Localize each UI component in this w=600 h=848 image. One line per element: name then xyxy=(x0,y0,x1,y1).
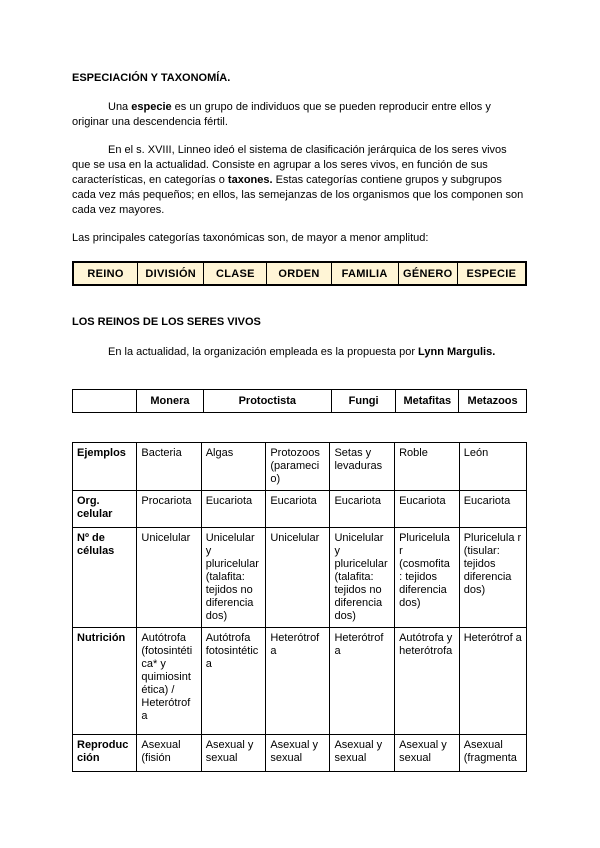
paragraph-especie xyxy=(72,100,527,130)
table-cell: Eucariota xyxy=(395,491,460,528)
table-cell: Eucariota xyxy=(266,491,330,528)
category-cell: GÉNERO xyxy=(398,262,457,285)
paragraph-margulis xyxy=(72,345,527,360)
table-cell: Eucariota xyxy=(330,491,395,528)
category-cell: FAMILIA xyxy=(331,262,398,285)
taxonomic-categories-table xyxy=(72,261,527,286)
table-row xyxy=(73,528,527,628)
kingdom-header-cell: Protoctista xyxy=(203,390,331,413)
category-cell: ESPECIE xyxy=(457,262,526,285)
table-cell: Pluricelula r (tisular: tejidos diferencia dos) xyxy=(459,528,526,628)
table-cell: Pluricelula r (cosmofita : tejidos diferencia dos) xyxy=(395,528,460,628)
table-cell: Algas xyxy=(201,443,266,491)
table-cell: Unicelular xyxy=(266,528,330,628)
text-span: Una xyxy=(108,101,132,113)
table-cell: Eucariota xyxy=(459,491,526,528)
table-cell: Asexual (fisión xyxy=(137,735,201,772)
table-cell: Heterótrof a xyxy=(330,628,395,735)
kingdoms-header-row xyxy=(73,390,527,413)
text-span: En la actualidad, la organización empleada es la propuesta por xyxy=(108,346,419,358)
table-cell: Autótrofa fotosintétic a xyxy=(201,628,266,735)
table-cell: Asexual y sexual xyxy=(330,735,395,772)
bold-term-especie: especie xyxy=(131,101,172,113)
table-cell: Heterótrof a xyxy=(266,628,330,735)
kingdom-header-cell: Metafitas xyxy=(396,390,459,413)
row-header-cell: Reproduc ción xyxy=(73,735,137,772)
category-cell: CLASE xyxy=(204,262,267,285)
row-header-cell: Nº de células xyxy=(73,528,137,628)
kingdom-header-cell: Metazoos xyxy=(459,390,527,413)
table-cell: Asexual (fragmenta xyxy=(459,735,526,772)
table-cell: Unicelular xyxy=(137,528,201,628)
paragraph-linneo xyxy=(72,143,527,218)
row-header-cell: Ejemplos xyxy=(73,443,137,491)
table-row xyxy=(73,628,527,735)
table-cell: León xyxy=(459,443,526,491)
table-cell: Eucariota xyxy=(201,491,266,528)
table-cell: Asexual y sexual xyxy=(395,735,460,772)
kingdoms-comparison-table xyxy=(72,442,527,772)
table-row xyxy=(73,735,527,772)
table-cell: Roble xyxy=(395,443,460,491)
text-span: En el s. XVIII, Linneo ideó el sistema de clasificación jerárquica de los seres vivos que se usa en la actualidad. Consiste en agrupar a los seres vivos, en función de sus características, en categorías o xyxy=(72,144,507,186)
table-cell: Autótrofa (fotosintéti ca* y quimiosint ética) / Heterótrof a xyxy=(137,628,201,735)
table-cell: Bacteria xyxy=(137,443,201,491)
kingdom-header-cell: Fungi xyxy=(331,390,396,413)
bold-term-taxones: taxones. xyxy=(227,174,273,186)
kingdoms-header-table xyxy=(72,389,527,413)
table-cell: Heterótrof a xyxy=(459,628,526,735)
kingdom-header-cell: Monera xyxy=(137,390,204,413)
category-cell: DIVISIÓN xyxy=(138,262,204,285)
paragraph-categorias: Las principales categorías taxonómicas son, de mayor a menor amplitud: xyxy=(72,232,429,244)
table-cell: Setas y levaduras xyxy=(330,443,395,491)
table-row xyxy=(73,443,527,491)
text-span: Estas categorías contiene grupos y subgrupos cada vez más pequeños; en ellos, las semejanzas de los organismos que los componen son cada vez mayores. xyxy=(72,174,524,216)
text-span: es un grupo de individuos que se pueden reproducir entre ellos y originar una descendencia fértil. xyxy=(72,101,491,128)
table-cell: Autótrofa y heterótrofa xyxy=(395,628,460,735)
kingdom-header-cell xyxy=(73,390,137,413)
table-cell: Procariota xyxy=(137,491,201,528)
categories-row xyxy=(73,262,526,285)
table-cell: Asexual y sexual xyxy=(266,735,330,772)
bold-name-lynn-margulis: Lynn Margulis. xyxy=(418,346,496,358)
section-title-reinos: LOS REINOS DE LOS SERES VIVOS xyxy=(72,316,261,328)
table-cell: Asexual y sexual xyxy=(201,735,266,772)
row-header-cell: Org. celular xyxy=(73,491,137,528)
table-cell: Protozoos (parameci o) xyxy=(266,443,330,491)
table-cell: Unicelular y pluricelular (talafita: tejidos no diferencia dos) xyxy=(330,528,395,628)
category-cell: REINO xyxy=(73,262,138,285)
section-title-especiacion: ESPECIACIÓN Y TAXONOMÍA. xyxy=(72,72,231,84)
category-cell: ORDEN xyxy=(267,262,331,285)
table-row xyxy=(73,491,527,528)
table-cell: Unicelular y pluricelular (talafita: tejidos no diferencia dos) xyxy=(201,528,266,628)
row-header-cell: Nutrición xyxy=(73,628,137,735)
